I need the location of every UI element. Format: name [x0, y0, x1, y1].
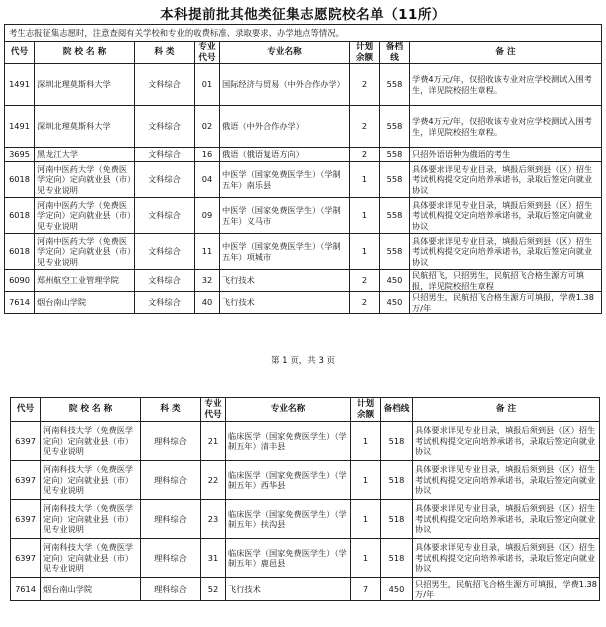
page-title: 本科提前批其他类征集志愿院校名单（11所） — [160, 7, 446, 23]
header-major-code: 专业代号 — [195, 42, 220, 64]
header-major: 专业名称 — [220, 42, 350, 64]
cell-school: 深圳北理莫斯科大学 — [35, 64, 135, 106]
header-plan: 计划余额 — [351, 398, 381, 422]
cell-plan: 2 — [350, 292, 380, 314]
cell-notes: 具体要求详见专业目录，填报后须到县（区）招生考试机构提交定向培养承诺书，录取后签定向就业协议 — [413, 422, 600, 461]
cell-code: 7614 — [5, 292, 35, 314]
cell-school: 河南科技大学（免费医学定向）定向就业县（市）见专业说明 — [41, 461, 141, 500]
cell-major-code: 16 — [195, 148, 220, 162]
admission-table-1 — [4, 24, 602, 314]
cell-code: 1491 — [5, 64, 35, 106]
cell-code: 6018 — [5, 162, 35, 198]
cell-major-code: 21 — [201, 422, 226, 461]
header-code: 代号 — [5, 42, 35, 64]
header-major-code: 专业代号 — [201, 398, 226, 422]
cell-school: 河南科技大学（免费医学定向）定向就业县（市）见专业说明 — [41, 539, 141, 578]
page-footer: 第 1 页，共 3 页 — [270, 356, 336, 366]
cell-code: 6397 — [11, 539, 41, 578]
cell-major: 临床医学（国家免费医学生）（学制五年）清丰县 — [226, 422, 351, 461]
cell-major-code: 40 — [195, 292, 220, 314]
header-code: 代号 — [11, 398, 41, 422]
cell-score: 450 — [380, 270, 410, 292]
cell-category: 理科综合 — [141, 500, 201, 539]
table-row — [5, 64, 602, 106]
cell-code: 6397 — [11, 500, 41, 539]
header-notes: 备 注 — [413, 398, 600, 422]
cell-major-code: 23 — [201, 500, 226, 539]
header-major: 专业名称 — [226, 398, 351, 422]
cell-school: 河南中医药大学（免费医学定向）定向就业县（市）见专业说明 — [35, 198, 135, 234]
cell-score: 518 — [381, 422, 413, 461]
cell-notes: 只招外语语种为俄语的考生 — [410, 148, 602, 162]
cell-score: 558 — [380, 64, 410, 106]
cell-category: 文科综合 — [135, 162, 195, 198]
cell-code: 6018 — [5, 234, 35, 270]
cell-category: 文科综合 — [135, 292, 195, 314]
header-category: 科 类 — [141, 398, 201, 422]
cell-plan: 2 — [350, 64, 380, 106]
cell-major-code: 01 — [195, 64, 220, 106]
header-school: 院 校 名 称 — [41, 398, 141, 422]
cell-major-code: 32 — [195, 270, 220, 292]
cell-notes: 具体要求详见专业目录，填报后须到县（区）招生考试机构提交定向培养承诺书，录取后签定向就业协议 — [413, 500, 600, 539]
cell-category: 文科综合 — [135, 270, 195, 292]
table-row — [5, 106, 602, 148]
cell-code: 7614 — [11, 578, 41, 601]
cell-plan: 1 — [351, 539, 381, 578]
cell-school: 郑州航空工业管理学院 — [35, 270, 135, 292]
table-header — [11, 398, 600, 422]
cell-category: 理科综合 — [141, 539, 201, 578]
table-row — [5, 234, 602, 270]
table-row — [5, 292, 602, 314]
cell-major: 临床医学（国家免费医学生）（学制五年）扶沟县 — [226, 500, 351, 539]
cell-category: 理科综合 — [141, 461, 201, 500]
cell-major-code: 22 — [201, 461, 226, 500]
cell-plan: 2 — [350, 270, 380, 292]
cell-school: 河南中医药大学（免费医学定向）定向就业县（市）见专业说明 — [35, 162, 135, 198]
cell-major-code: 04 — [195, 162, 220, 198]
cell-plan: 1 — [350, 234, 380, 270]
cell-notes: 具体要求详见专业目录，填报后须到县（区）招生考试机构提交定向培养承诺书，录取后签定向就业协议 — [413, 461, 600, 500]
cell-major: 俄语（俄语复语方向） — [220, 148, 350, 162]
cell-plan: 1 — [350, 198, 380, 234]
header-category: 科 类 — [135, 42, 195, 64]
header-school: 院 校 名 称 — [35, 42, 135, 64]
cell-score: 558 — [380, 148, 410, 162]
header-score: 备档线 — [381, 398, 413, 422]
cell-notes: 只招男生，民航招飞合格生源方可填报，学费1.38万/年 — [410, 292, 602, 314]
cell-category: 文科综合 — [135, 148, 195, 162]
cell-notes: 只招男生，民航招飞合格生源方可填报，学费1.38万/年 — [413, 578, 600, 601]
cell-school: 黑龙江大学 — [35, 148, 135, 162]
cell-major: 飞行技术 — [220, 270, 350, 292]
cell-score: 450 — [381, 578, 413, 601]
cell-score: 558 — [380, 106, 410, 148]
cell-score: 558 — [380, 234, 410, 270]
cell-major: 中医学（国家免费医学生）（学制五年）南乐县 — [220, 162, 350, 198]
cell-category: 文科综合 — [135, 198, 195, 234]
cell-notes: 民航招飞，只招男生，民航招飞合格生源方可填报，详见院校招生章程 — [410, 270, 602, 292]
cell-major: 临床医学（国家免费医学生）（学制五年）鹿邑县 — [226, 539, 351, 578]
cell-major: 中医学（国家免费医学生）（学制五年）义马市 — [220, 198, 350, 234]
cell-major-code: 02 — [195, 106, 220, 148]
table-row — [5, 148, 602, 162]
cell-notes: 学费4万元/年，仅招收该专业对应学校测试入围考生，详见院校招生章程。 — [410, 106, 602, 148]
cell-school: 烟台南山学院 — [41, 578, 141, 601]
cell-notes: 学费4万元/年，仅招收该专业对应学校测试入围考生，详见院校招生章程。 — [410, 64, 602, 106]
cell-code: 1491 — [5, 106, 35, 148]
notice-row — [5, 25, 602, 42]
table-row — [5, 162, 602, 198]
cell-score: 450 — [380, 292, 410, 314]
cell-score: 518 — [381, 500, 413, 539]
cell-score: 518 — [381, 461, 413, 500]
cell-school: 河南科技大学（免费医学定向）定向就业县（市）见专业说明 — [41, 422, 141, 461]
cell-notes: 具体要求详见专业目录，填报后须到县（区）招生考试机构提交定向培养承诺书，录取后签定向就业协议 — [410, 234, 602, 270]
cell-plan: 7 — [351, 578, 381, 601]
cell-category: 理科综合 — [141, 422, 201, 461]
cell-plan: 1 — [351, 422, 381, 461]
cell-code: 6090 — [5, 270, 35, 292]
cell-plan: 1 — [351, 461, 381, 500]
cell-category: 文科综合 — [135, 234, 195, 270]
header-plan: 计划余额 — [350, 42, 380, 64]
cell-major: 国际经济与贸易（中外合作办学） — [220, 64, 350, 106]
cell-major-code: 31 — [201, 539, 226, 578]
cell-category: 文科综合 — [135, 106, 195, 148]
cell-plan: 1 — [351, 500, 381, 539]
table-1-body — [5, 64, 602, 314]
header-score: 备档线 — [380, 42, 410, 64]
cell-notes: 具体要求详见专业目录，填报后须到县（区）招生考试机构提交定向培养承诺书，录取后签定向就业协议 — [410, 162, 602, 198]
cell-category: 理科综合 — [141, 578, 201, 601]
table-header — [5, 42, 602, 64]
cell-code: 3695 — [5, 148, 35, 162]
table-row — [11, 578, 600, 601]
cell-major: 飞行技术 — [220, 292, 350, 314]
cell-code: 6397 — [11, 422, 41, 461]
cell-major-code: 11 — [195, 234, 220, 270]
table-row — [11, 422, 600, 461]
cell-score: 518 — [381, 539, 413, 578]
cell-major-code: 09 — [195, 198, 220, 234]
table-row — [11, 461, 600, 500]
notice-text: 考生志报征集志愿时，注意查阅有关学校和专业的收费标准、录取要求、办学地点等情况。 — [5, 25, 602, 42]
cell-major: 俄语（中外合作办学） — [220, 106, 350, 148]
table-row — [5, 198, 602, 234]
cell-school: 河南科技大学（免费医学定向）定向就业县（市）见专业说明 — [41, 500, 141, 539]
cell-school: 烟台南山学院 — [35, 292, 135, 314]
cell-major: 临床医学（国家免费医学生）（学制五年）西华县 — [226, 461, 351, 500]
cell-notes: 具体要求详见专业目录，填报后须到县（区）招生考试机构提交定向培养承诺书，录取后签定向就业协议 — [410, 198, 602, 234]
admission-table-2 — [10, 397, 600, 601]
table-row — [11, 500, 600, 539]
cell-notes: 具体要求详见专业目录，填报后须到县（区）招生考试机构提交定向培养承诺书，录取后签定向就业协议 — [413, 539, 600, 578]
table-row — [5, 270, 602, 292]
cell-plan: 1 — [350, 162, 380, 198]
cell-school: 河南中医药大学（免费医学定向）定向就业县（市）见专业说明 — [35, 234, 135, 270]
cell-major: 中医学（国家免费医学生）（学制五年）项城市 — [220, 234, 350, 270]
cell-plan: 2 — [350, 106, 380, 148]
cell-category: 文科综合 — [135, 64, 195, 106]
cell-score: 558 — [380, 162, 410, 198]
cell-code: 6018 — [5, 198, 35, 234]
cell-school: 深圳北理莫斯科大学 — [35, 106, 135, 148]
cell-major: 飞行技术 — [226, 578, 351, 601]
table-row — [11, 539, 600, 578]
cell-major-code: 52 — [201, 578, 226, 601]
table-2-body — [11, 422, 600, 601]
header-notes: 备 注 — [410, 42, 602, 64]
cell-score: 558 — [380, 198, 410, 234]
cell-code: 6397 — [11, 461, 41, 500]
cell-plan: 2 — [350, 148, 380, 162]
